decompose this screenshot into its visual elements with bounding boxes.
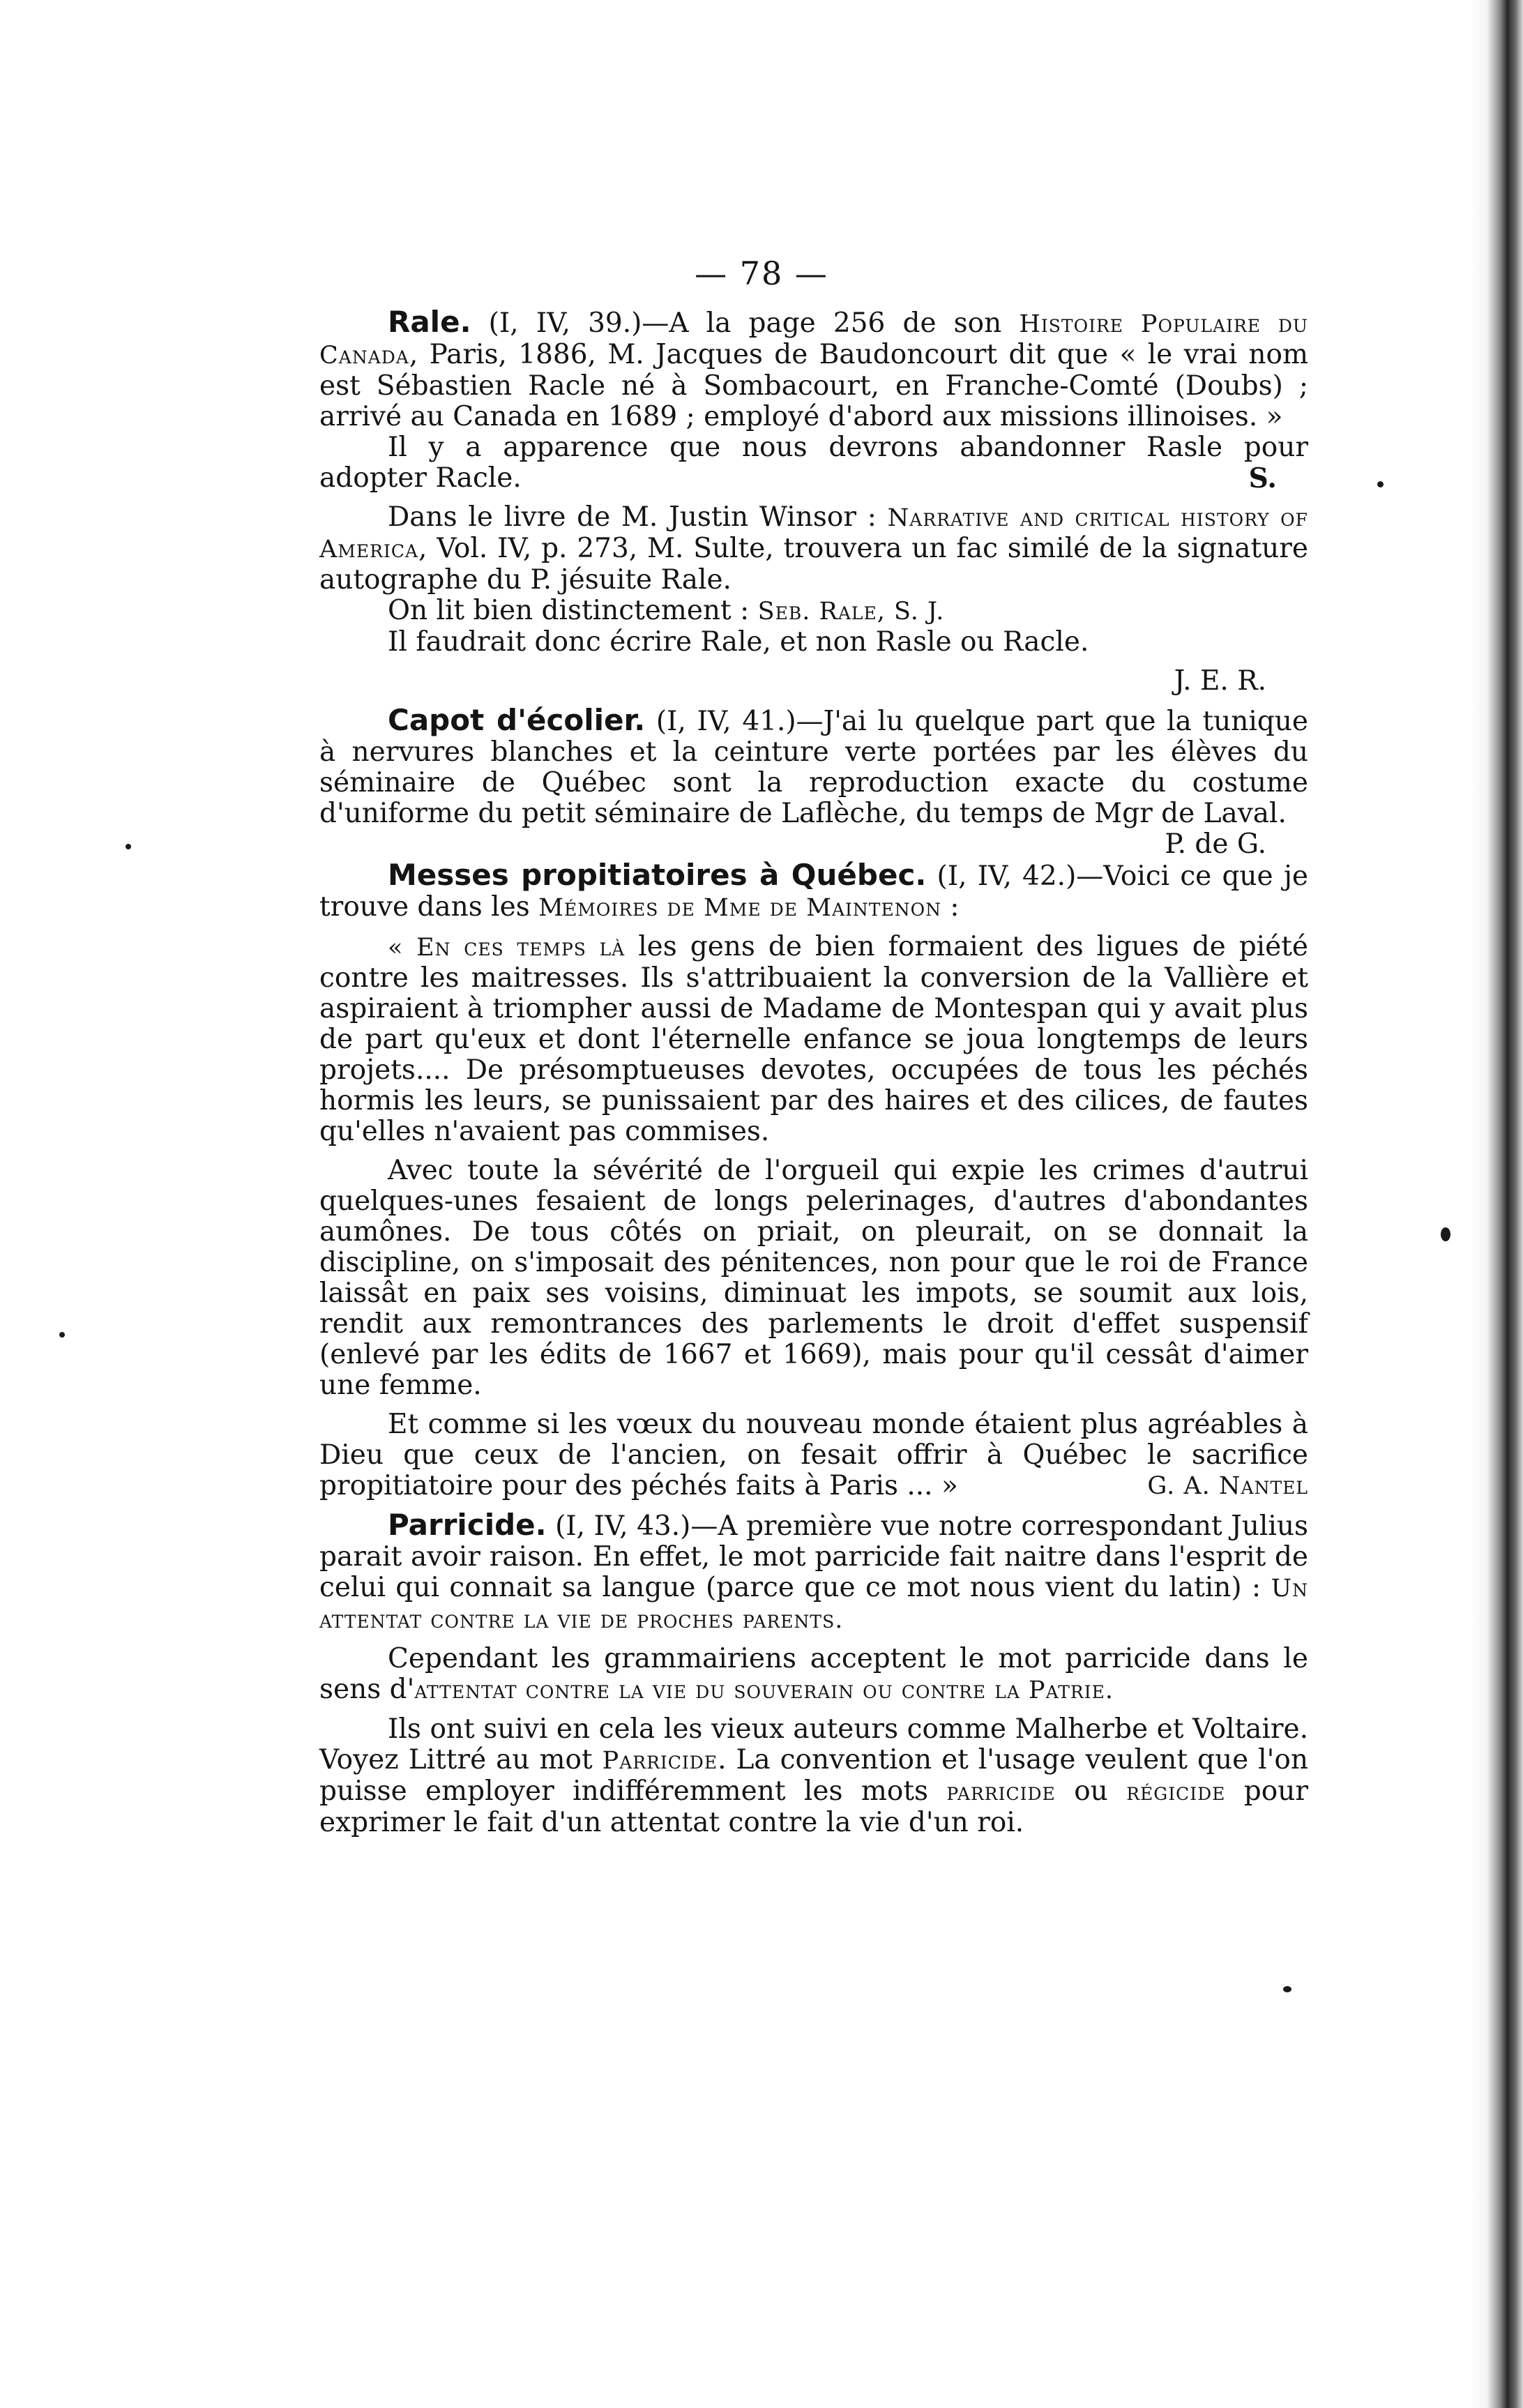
book-title: Mémoires de Mme de Maintenon [538,894,941,922]
book-title: Narrative and critical history of America [319,504,1308,563]
signature: G. A. Nantel [1147,1472,1308,1500]
page-edge-shadow [1471,0,1523,2408]
rale-paragraph-2: Il y a apparence que nous devrons abandonner Rasle pour adopter Racle. S. [319,432,1308,494]
autograph-signature: Seb. Rale, S. J. [757,598,945,626]
quote-paragraph-1: « En ces temps là les gens de bien formaient des ligues de piété contre les maitresses. Ils s'attribuaient la conversion de la Vallière et aspiraient à triompher aussi de Madame de Montespan qui y avait plus de part qu'eux et dont l'éternelle enfance se joua longtemps de leurs projets.... De présomptueuses devotes, occupées de tous les péchés hormis les leurs, se punissaient par des haires et des cilices, de fautes qu'elles n'avaient pas commises. [319,931,1308,1147]
signature: J. E. R. [1174,665,1266,697]
ink-speck [59,1332,65,1338]
rale-paragraph-3: Dans le livre de M. Justin Winsor : Narrative and critical history of America, Vol. IV, p. 273, M. Sulte, trouvera un fac similé de la signature autographe du P. jésuite Rale. [319,501,1308,596]
definition: Un attentat contre la vie de proches parents. [319,1575,1308,1634]
quote-paragraph-3: Et comme si les vœux du nouveau monde étaient plus agréables à Dieu que ceux de l'ancien, on fesait offrir à Québec le sacrifice propitiatoire pour des péchés faits à Paris ... » G. A. Nantel [319,1409,1308,1501]
entry-heading-rale: Rale. [388,305,471,339]
signature: P. de G. [1165,828,1266,860]
signature: S. [1248,462,1277,494]
entry-heading-parricide: Parricide. [388,1508,547,1542]
page-number: — 78 — [695,255,828,292]
ink-speck [1283,1986,1291,1992]
entry-heading-capot: Capot d'écolier. [388,703,646,737]
ink-speck [1441,1227,1450,1241]
ink-speck [126,844,131,849]
rale-paragraph: Rale. (I, IV, 39.)—A la page 256 de son Histoire Populaire du Canada, Paris, 1886, M. Jacques de Baudoncourt dit que « le vrai nom est Sébastien Racle né à Sombacourt, en Franche-Comté (Doubs) ; arrivé au Canada en 1689 ; employé d'abord aux missions illinoises. » [319,305,1308,432]
parricide-paragraph-2: Cependant les grammairiens acceptent le mot parricide dans le sens d'attentat contre la vie du souverain ou contre la Patrie. [319,1643,1308,1705]
definition: attentat contre la vie du souverain ou contre la Patrie. [414,1676,1114,1704]
rale-paragraph-5: Il faudrait donc écrire Rale, et non Rasle ou Racle. [388,626,1089,658]
parricide-paragraph-3: Ils ont suivi en cela les vieux auteurs comme Malherbe et Voltaire. Voyez Littré au mot Parricide. La convention et l'usage veulent que l'on puisse employer indifféremment les mots parricide ou régicide pour exprimer le fait d'un attentat contre la vie d'un roi. [319,1713,1308,1838]
rale-paragraph-4: On lit bien distinctement : Seb. Rale, S. J. [388,595,945,626]
book-title: Histoire Populaire du Canada [319,310,1308,370]
capot-paragraph: Capot d'écolier. (I, IV, 41.)—J'ai lu quelque part que la tunique à nervures blanches et la ceinture verte portées par les élèves du séminaire de Québec sont la reproduction exacte du costume d'uniforme du petit séminaire de Laflèche, du temps de Mgr de Laval. [319,703,1308,829]
ink-speck [1377,481,1384,487]
parricide-paragraph: Parricide. (I, IV, 43.)—A première vue notre correspondant Julius parait avoir raison. En effet, le mot parricide fait naitre dans l'esprit de celui qui connait sa langue (parce que ce mot nous vient du latin) : Un attentat contre la vie de proches parents. [319,1508,1308,1634]
entry-heading-messes: Messes propitiatoires à Québec. [388,858,927,892]
messes-paragraph: Messes propitiatoires à Québec. (I, IV, 42.)—Voici ce que je trouve dans les Mémoires de Mme de Maintenon : [319,858,1308,923]
quote-paragraph-2: Avec toute la sévérité de l'orgueil qui expie les crimes d'autrui quelques-unes fesaient de longs pelerinages, d'autres d'abondantes aumônes. De tous côtés on priait, on pleurait, on se donnait la discipline, on s'imposait des pénitences, non pour que le roi de France laissât en paix ses voisins, diminuat les impots, se soumit aux lois, rendit aux remontrances des parlements le droit d'effet suspensif (enlevé par les édits de 1667 et 1669), mais pour qu'il cessât d'aimer une femme. [319,1155,1308,1401]
page-body [319,307,1308,1838]
